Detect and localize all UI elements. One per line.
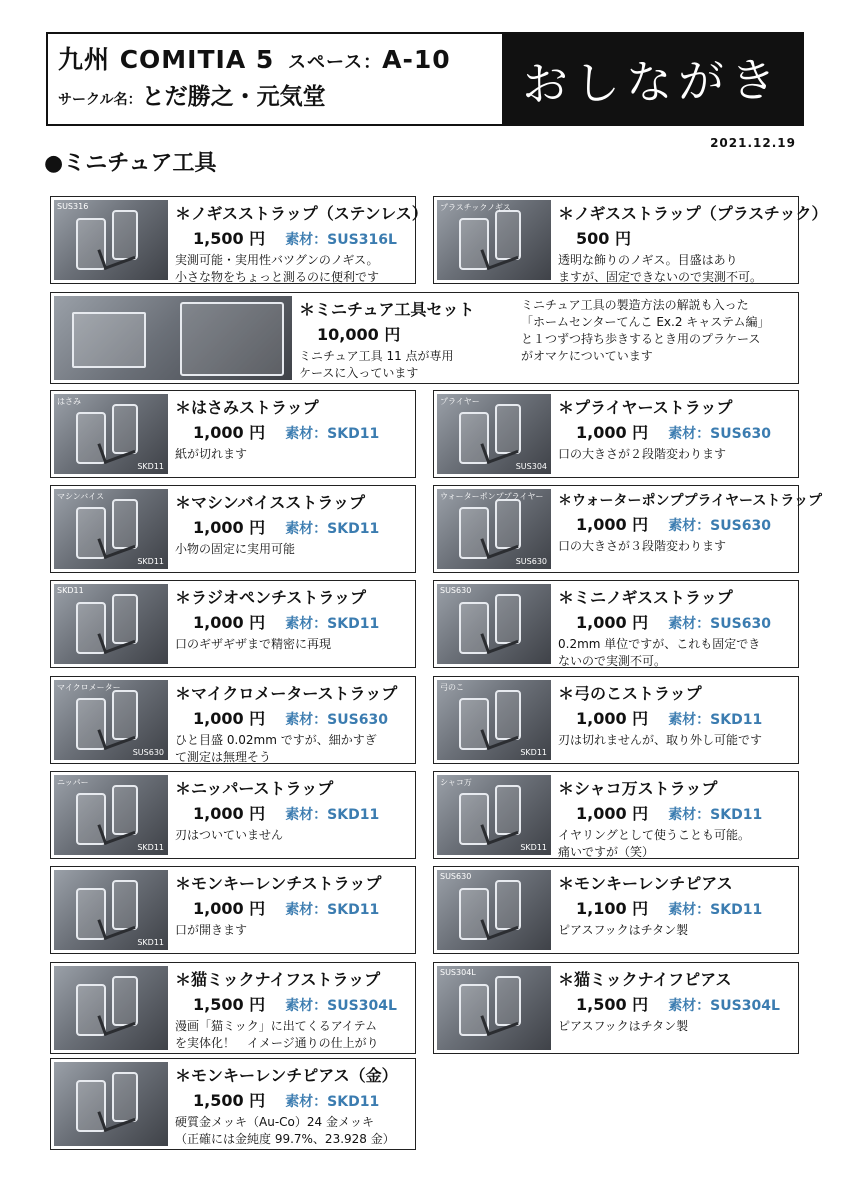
product-card [50, 676, 416, 764]
product-material: 素材：SKD11 [285, 426, 380, 442]
product-material: 素材：SKD11 [285, 1094, 380, 1110]
product-price: 1,000 円 [193, 423, 266, 442]
price-row [576, 610, 771, 633]
photo-label: SKD11 [57, 586, 84, 595]
product-info [558, 681, 762, 749]
circle-label: サークル名： [58, 92, 142, 108]
product-card [50, 196, 428, 284]
photo-material-tag: SKD11 [137, 557, 164, 566]
product-photo [437, 966, 551, 1050]
event-line [58, 40, 451, 76]
product-material: 素材：SKD11 [285, 521, 380, 537]
price-row [193, 896, 381, 919]
product-title: ＊モンキーレンチピアス（金） [175, 1066, 398, 1085]
product-info [175, 871, 381, 939]
product-material: 素材：SUS304L [668, 998, 780, 1014]
photo-label: シャコ万 [440, 778, 472, 787]
price-row [193, 610, 379, 633]
product-description: 透明な飾りのノギス。目盛はあり ますが、固定できないので実測不可。 [558, 253, 763, 284]
product-info [175, 776, 379, 844]
banner-title: おしながき [521, 52, 783, 112]
product-price: 1,000 円 [576, 515, 649, 534]
product-description: ピアスフックはチタン製 [558, 923, 689, 937]
product-photo [54, 966, 168, 1050]
price-row [576, 706, 762, 729]
product-card [433, 962, 799, 1054]
circle-name: とだ勝之・元気堂 [141, 84, 326, 110]
photo-label: SUS630 [440, 586, 472, 595]
price-row [576, 896, 762, 919]
product-photo [437, 775, 551, 855]
price-row [193, 992, 397, 1015]
product-description: 刃は切れませんが、取り外し可能です [558, 733, 763, 747]
price-row [193, 515, 379, 538]
product-photo [437, 394, 551, 474]
product-price: 500 円 [576, 229, 631, 248]
product-price: 1,000 円 [576, 423, 649, 442]
photo-material-tag: SUS630 [132, 748, 164, 757]
product-info [558, 871, 762, 939]
product-card [50, 866, 416, 954]
product-card [50, 292, 799, 384]
section-title: ●ミニチュア工具 [44, 151, 217, 176]
product-card [50, 485, 416, 573]
photo-label: マイクロメーター [57, 683, 121, 692]
product-info [558, 490, 822, 555]
photo-material-tag: SUS630 [515, 557, 547, 566]
product-card [50, 390, 416, 478]
product-material: 素材：SUS630 [285, 712, 388, 728]
product-title: ＊ニッパーストラップ [175, 779, 334, 798]
photo-label: SUS630 [440, 872, 472, 881]
price-row [193, 706, 397, 729]
product-description: 小物の固定に実用可能 [175, 542, 296, 556]
product-price: 1,500 円 [193, 1091, 266, 1110]
photo-label: SUS316 [57, 202, 89, 211]
product-description: 口のギザギザまで精密に再現 [175, 637, 332, 651]
photo-label: マシンバイス [57, 492, 105, 501]
product-material: 素材：SKD11 [668, 807, 763, 823]
photo-material-tag: SKD11 [520, 843, 547, 852]
product-price: 10,000 円 [317, 325, 401, 344]
product-title: ＊はさみストラップ [175, 398, 319, 417]
space-number: A-10 [382, 45, 451, 74]
product-photo [437, 489, 551, 569]
photo-material-tag: SKD11 [137, 843, 164, 852]
product-title: ＊ミニノギスストラップ [558, 588, 733, 607]
product-title: ＊ラジオペンチストラップ [175, 588, 367, 607]
product-title: ＊ノギスストラップ（ステンレス） [175, 204, 428, 223]
product-info [175, 395, 379, 463]
product-info [175, 1063, 398, 1148]
product-card [433, 485, 823, 573]
product-title: ＊プライヤーストラップ [558, 398, 733, 417]
product-description: 刃はついていません [175, 828, 284, 842]
product-price: 1,500 円 [576, 995, 649, 1014]
product-title: ＊ミニチュア工具セット [299, 300, 475, 319]
photo-material-tag: SKD11 [137, 462, 164, 471]
header-left [58, 40, 451, 111]
photo-label: SUS304L [440, 968, 476, 977]
product-info [558, 395, 771, 463]
product-description: 実測可能・実用性バツグンのノギス。 小さな物をちょっと測るのに便利です [175, 253, 380, 284]
price-row [317, 322, 475, 345]
product-title: ＊モンキーレンチピアス [558, 874, 733, 893]
photo-label: はさみ [57, 397, 81, 406]
photo-label: 弓のこ [440, 683, 464, 692]
product-price: 1,000 円 [193, 613, 266, 632]
product-price: 1,000 円 [576, 709, 649, 728]
product-info [175, 585, 379, 653]
product-photo [437, 680, 551, 760]
price-row [576, 512, 822, 535]
product-material: 素材：SUS630 [668, 426, 771, 442]
product-price: 1,000 円 [193, 899, 266, 918]
product-material: 素材：SUS630 [668, 616, 771, 632]
product-price: 1,000 円 [576, 804, 649, 823]
product-info [175, 490, 379, 558]
product-card [433, 866, 799, 954]
photo-label: プライヤー [440, 397, 480, 406]
product-price: 1,100 円 [576, 899, 649, 918]
product-price: 1,000 円 [193, 518, 266, 537]
product-info [175, 681, 397, 766]
photo-label: プラスチックノギス [440, 203, 511, 212]
product-card [50, 580, 416, 668]
product-info [558, 967, 780, 1035]
product-photo [54, 1062, 168, 1146]
photo-material-tag: SKD11 [520, 748, 547, 757]
product-description: 漫画「猫ミック」に出てくるアイテム を実体化！ イメージ通りの仕上がり [175, 1019, 379, 1050]
product-info [558, 776, 762, 861]
product-title: ＊猫ミックナイフピアス [558, 970, 732, 989]
price-row [193, 1088, 398, 1111]
photo-label: ウォーターポンププライヤー [440, 492, 544, 501]
photo-material-tag: SUS304 [515, 462, 547, 471]
product-photo [54, 584, 168, 664]
product-price: 1,500 円 [193, 229, 266, 248]
product-photo [54, 680, 168, 760]
product-material: 素材：SKD11 [668, 712, 763, 728]
product-material: 素材：SUS630 [668, 518, 771, 534]
product-description: ミニチュア工具 11 点が専用 ケースに入っています [299, 349, 454, 380]
product-photo [437, 584, 551, 664]
product-title: ＊シャコ万ストラップ [558, 779, 718, 798]
product-description: ピアスフックはチタン製 [558, 1019, 689, 1033]
circle-line [58, 78, 451, 111]
product-price: 1,000 円 [193, 709, 266, 728]
product-description: 0.2mm 単位ですが、これも固定でき ないので実測不可。 [558, 637, 761, 668]
product-material: 素材：SKD11 [668, 902, 763, 918]
product-material: 素材：SKD11 [285, 616, 380, 632]
product-card [50, 771, 416, 859]
product-title: ＊ウォーターポンププライヤーストラップ [558, 493, 823, 509]
product-description: 口の大きさが３段階変わります [558, 539, 727, 553]
date: 2021.12.19 [710, 136, 796, 150]
product-photo [54, 296, 292, 380]
product-card [433, 390, 799, 478]
product-info [558, 585, 771, 670]
product-card [433, 771, 799, 859]
product-material: 素材：SKD11 [285, 807, 380, 823]
product-title: ＊弓のこストラップ [558, 684, 702, 703]
product-photo [437, 870, 551, 950]
product-photo [54, 489, 168, 569]
product-material: 素材：SKD11 [285, 902, 380, 918]
product-title: ＊マイクロメーターストラップ [175, 684, 398, 703]
product-card [50, 962, 416, 1054]
photo-material-tag: SKD11 [137, 938, 164, 947]
product-price: 1,000 円 [576, 613, 649, 632]
product-card [433, 676, 799, 764]
product-description: イヤリングとして使うことも可能。 痛いですが（笑） [558, 828, 751, 859]
product-description: ひと目盛 0.02mm ですが、細かすぎ て測定は無理そう [175, 733, 377, 764]
price-row [193, 801, 379, 824]
product-material: 素材：SUS316L [285, 232, 397, 248]
product-card [433, 196, 828, 284]
product-price: 1,500 円 [193, 995, 266, 1014]
space-label: スペース： [288, 52, 383, 73]
product-info [299, 297, 475, 382]
event-name: 九州 COMITIA 5 [58, 45, 275, 74]
set-bonus-note: ミニチュア工具の製造方法の解説も入った 「ホームセンターてんこ Ex.2 キャステム編」 と１つずつ持ち歩きするとき用のプラケース がオマケについています [521, 298, 770, 363]
product-photo [54, 200, 168, 280]
product-description: 口の大きさが２段階変わります [558, 447, 727, 461]
product-material: 素材：SUS304L [285, 998, 397, 1014]
product-card [50, 1058, 416, 1150]
product-photo [54, 775, 168, 855]
photo-label: ニッパー [57, 778, 89, 787]
product-title: ＊ノギスストラップ（プラスチック） [558, 204, 828, 223]
banner-box [502, 34, 802, 124]
product-title: ＊マシンバイスストラップ [175, 493, 366, 512]
product-info [175, 201, 428, 286]
price-row [576, 420, 771, 443]
price-row [576, 801, 762, 824]
product-photo [54, 870, 168, 950]
price-row [193, 420, 379, 443]
product-info [175, 967, 397, 1052]
product-description: 紙が切れます [175, 447, 248, 461]
product-photo [437, 200, 551, 280]
price-row [193, 226, 428, 249]
product-title: ＊モンキーレンチストラップ [175, 874, 382, 893]
header-box [46, 32, 804, 126]
product-price: 1,000 円 [193, 804, 266, 823]
product-info [558, 201, 827, 286]
price-row [576, 226, 827, 249]
price-row [576, 992, 780, 1015]
product-description: 口が開きます [175, 923, 248, 937]
product-description: 硬質金メッキ（Au-Co）24 金メッキ （正確には金純度 99.7%、23.928 金） [175, 1115, 395, 1146]
product-card [433, 580, 799, 668]
product-photo [54, 394, 168, 474]
product-title: ＊猫ミックナイフストラップ [175, 970, 381, 989]
